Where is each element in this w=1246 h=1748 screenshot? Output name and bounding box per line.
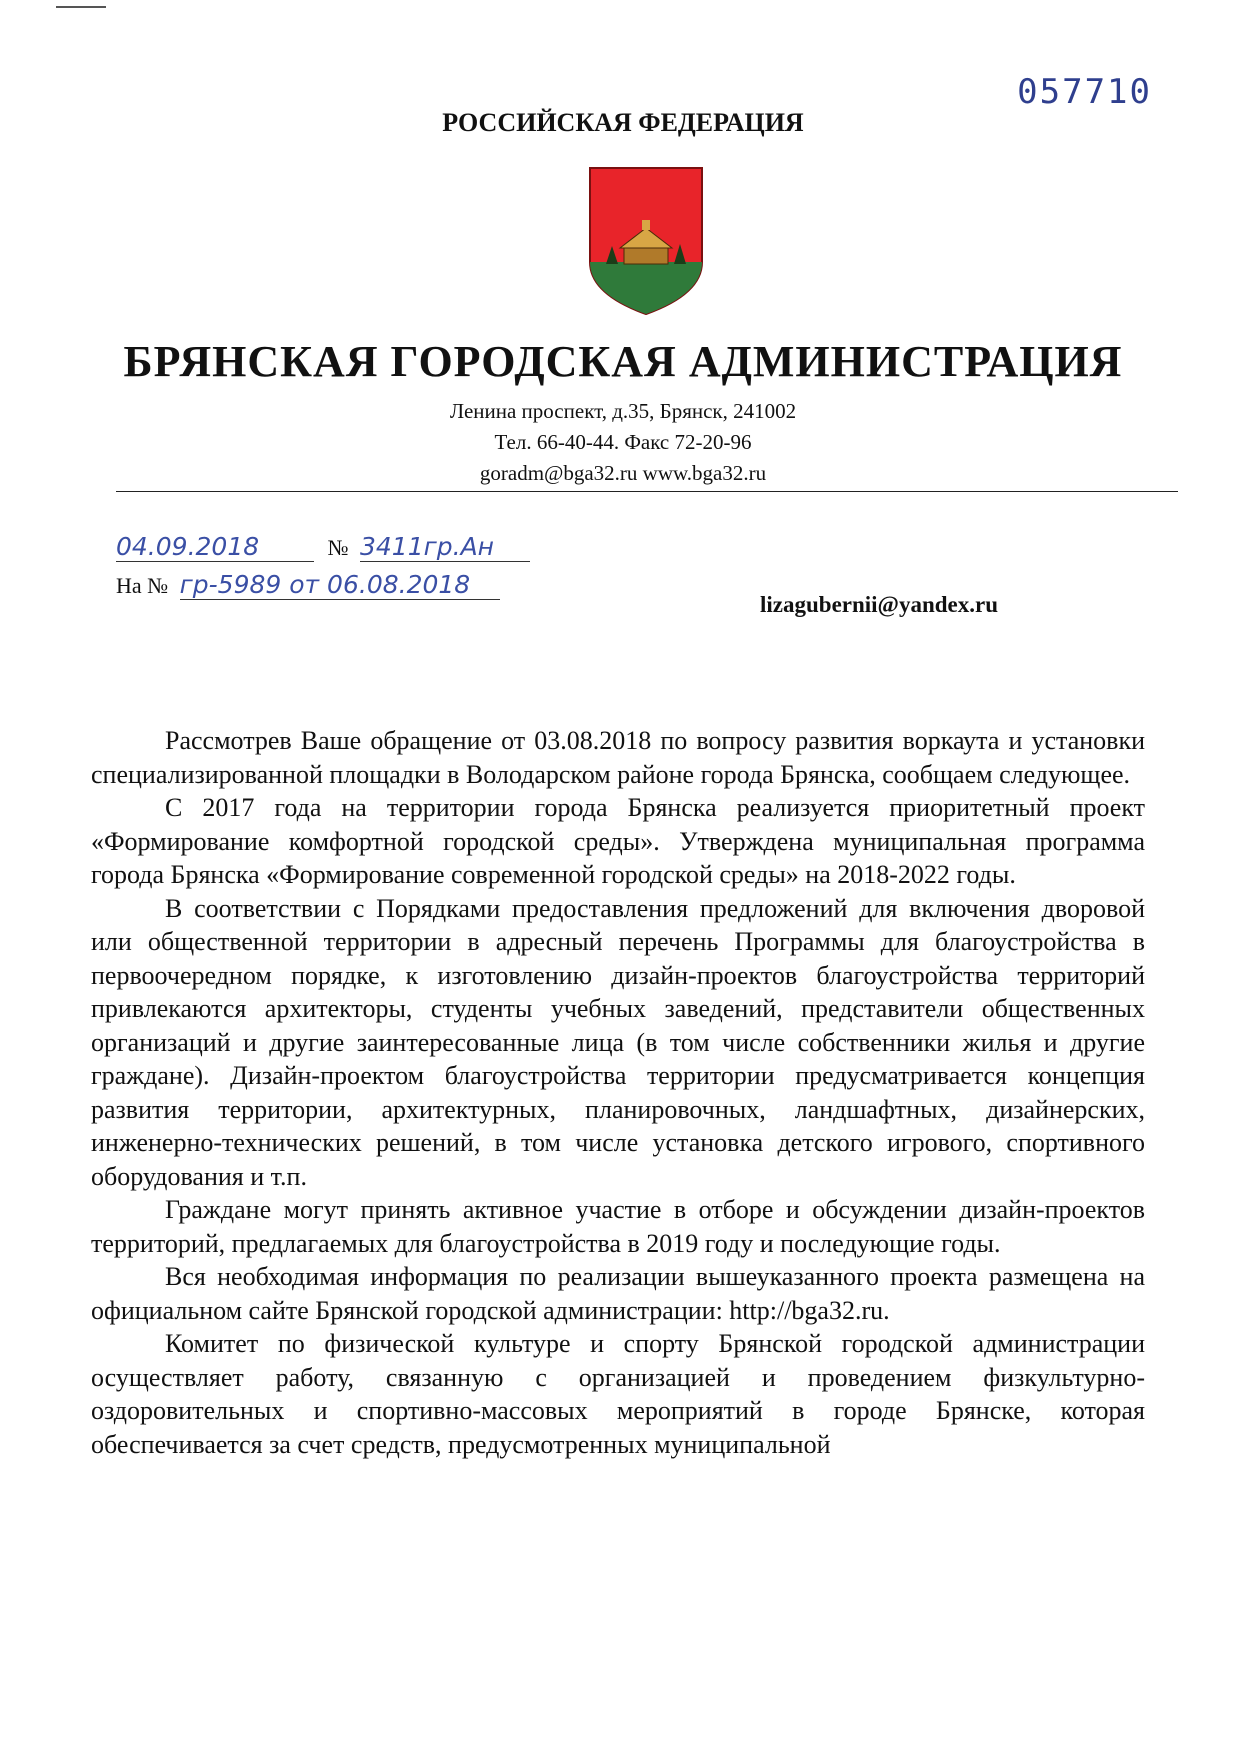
body-paragraph: Граждане могут принять активное участие в отборе и обсуждении дизайн-проектов территорий, предлагаемых для благоустройства в 2019 году и последующие годы.	[91, 1195, 1145, 1258]
address-line: Ленина проспект, д.35, Брянск, 241002	[449, 399, 797, 423]
reply-reference: гр-5989 от 06.08.2018	[180, 570, 500, 600]
header-divider	[116, 491, 1178, 492]
organization-name: БРЯНСКАЯ ГОРОДСКАЯ АДМИНИСТРАЦИЯ	[123, 337, 1123, 386]
registration-date-row	[116, 532, 530, 562]
coat-of-arms-icon	[588, 166, 704, 316]
phone-line: Тел. 66-40-44. Факс 72-20-96	[494, 430, 752, 454]
body-paragraph: С 2017 года на территории города Брянска реализуется приоритетный проект «Формирование комфортной городской среды». Утверждена муниципальная программа города Брянска «Формирование современной городской среды» на 2018-2022 годы.	[91, 793, 1145, 889]
body-paragraph: Вся необходимая информация по реализации вышеуказанного проекта размещена на официальном сайте Брянской городской администрации: http://bga32.ru.	[91, 1262, 1145, 1325]
registration-number: 3411гр.Ан	[360, 532, 530, 562]
reply-prefix: На №	[116, 573, 169, 598]
body-paragraph: Рассмотрев Ваше обращение от 03.08.2018 по вопросу развития воркаута и установки специализированной площадки в Володарском районе города Брянска, сообщаем следующее.	[91, 726, 1145, 789]
letter-body	[91, 724, 1145, 1461]
addressee-email: lizagubernii@yandex.ru	[760, 592, 998, 617]
body-paragraph: Комитет по физической культуре и спорту Брянской городской администрации осуществляет работу, связанную с организацией и проведением физкультурно-оздоровительных и спортивно-массовых мероприятий в городе Брянске, которая обеспечивается за счет средств, предусмотренных муниципальной	[91, 1329, 1145, 1459]
corner-mark	[56, 6, 106, 8]
reply-reference-row	[116, 570, 500, 600]
body-paragraph: В соответствии с Порядками предоставления предложений для включения дворовой или общественной территории в адресный перечень Программы для благоустройства в первоочередном порядке, к изготовлению дизайн-проектов благоустройства территорий привлекаются архитекторы, студенты учебных заведений, представители общественных организаций и другие заинтересованные лица (в том числе собственники жилья и другие граждане). Дизайн-проектом благоустройства территории предусматривается концепция развития территории, архитектурных, планировочных, ландшафтных, дизайнерских, инженерно-технических решений, в том числе установка детского игрового, спортивного оборудования и т.п.	[91, 893, 1145, 1191]
registration-stamp-number: 057710	[1017, 72, 1152, 112]
contact-block	[0, 396, 1246, 489]
country-heading: РОССИЙСКАЯ ФЕДЕРАЦИЯ	[442, 108, 804, 137]
number-prefix: №	[327, 535, 349, 560]
web-line: goradm@bga32.ru www.bga32.ru	[479, 461, 767, 485]
registration-date: 04.09.2018	[116, 532, 314, 562]
